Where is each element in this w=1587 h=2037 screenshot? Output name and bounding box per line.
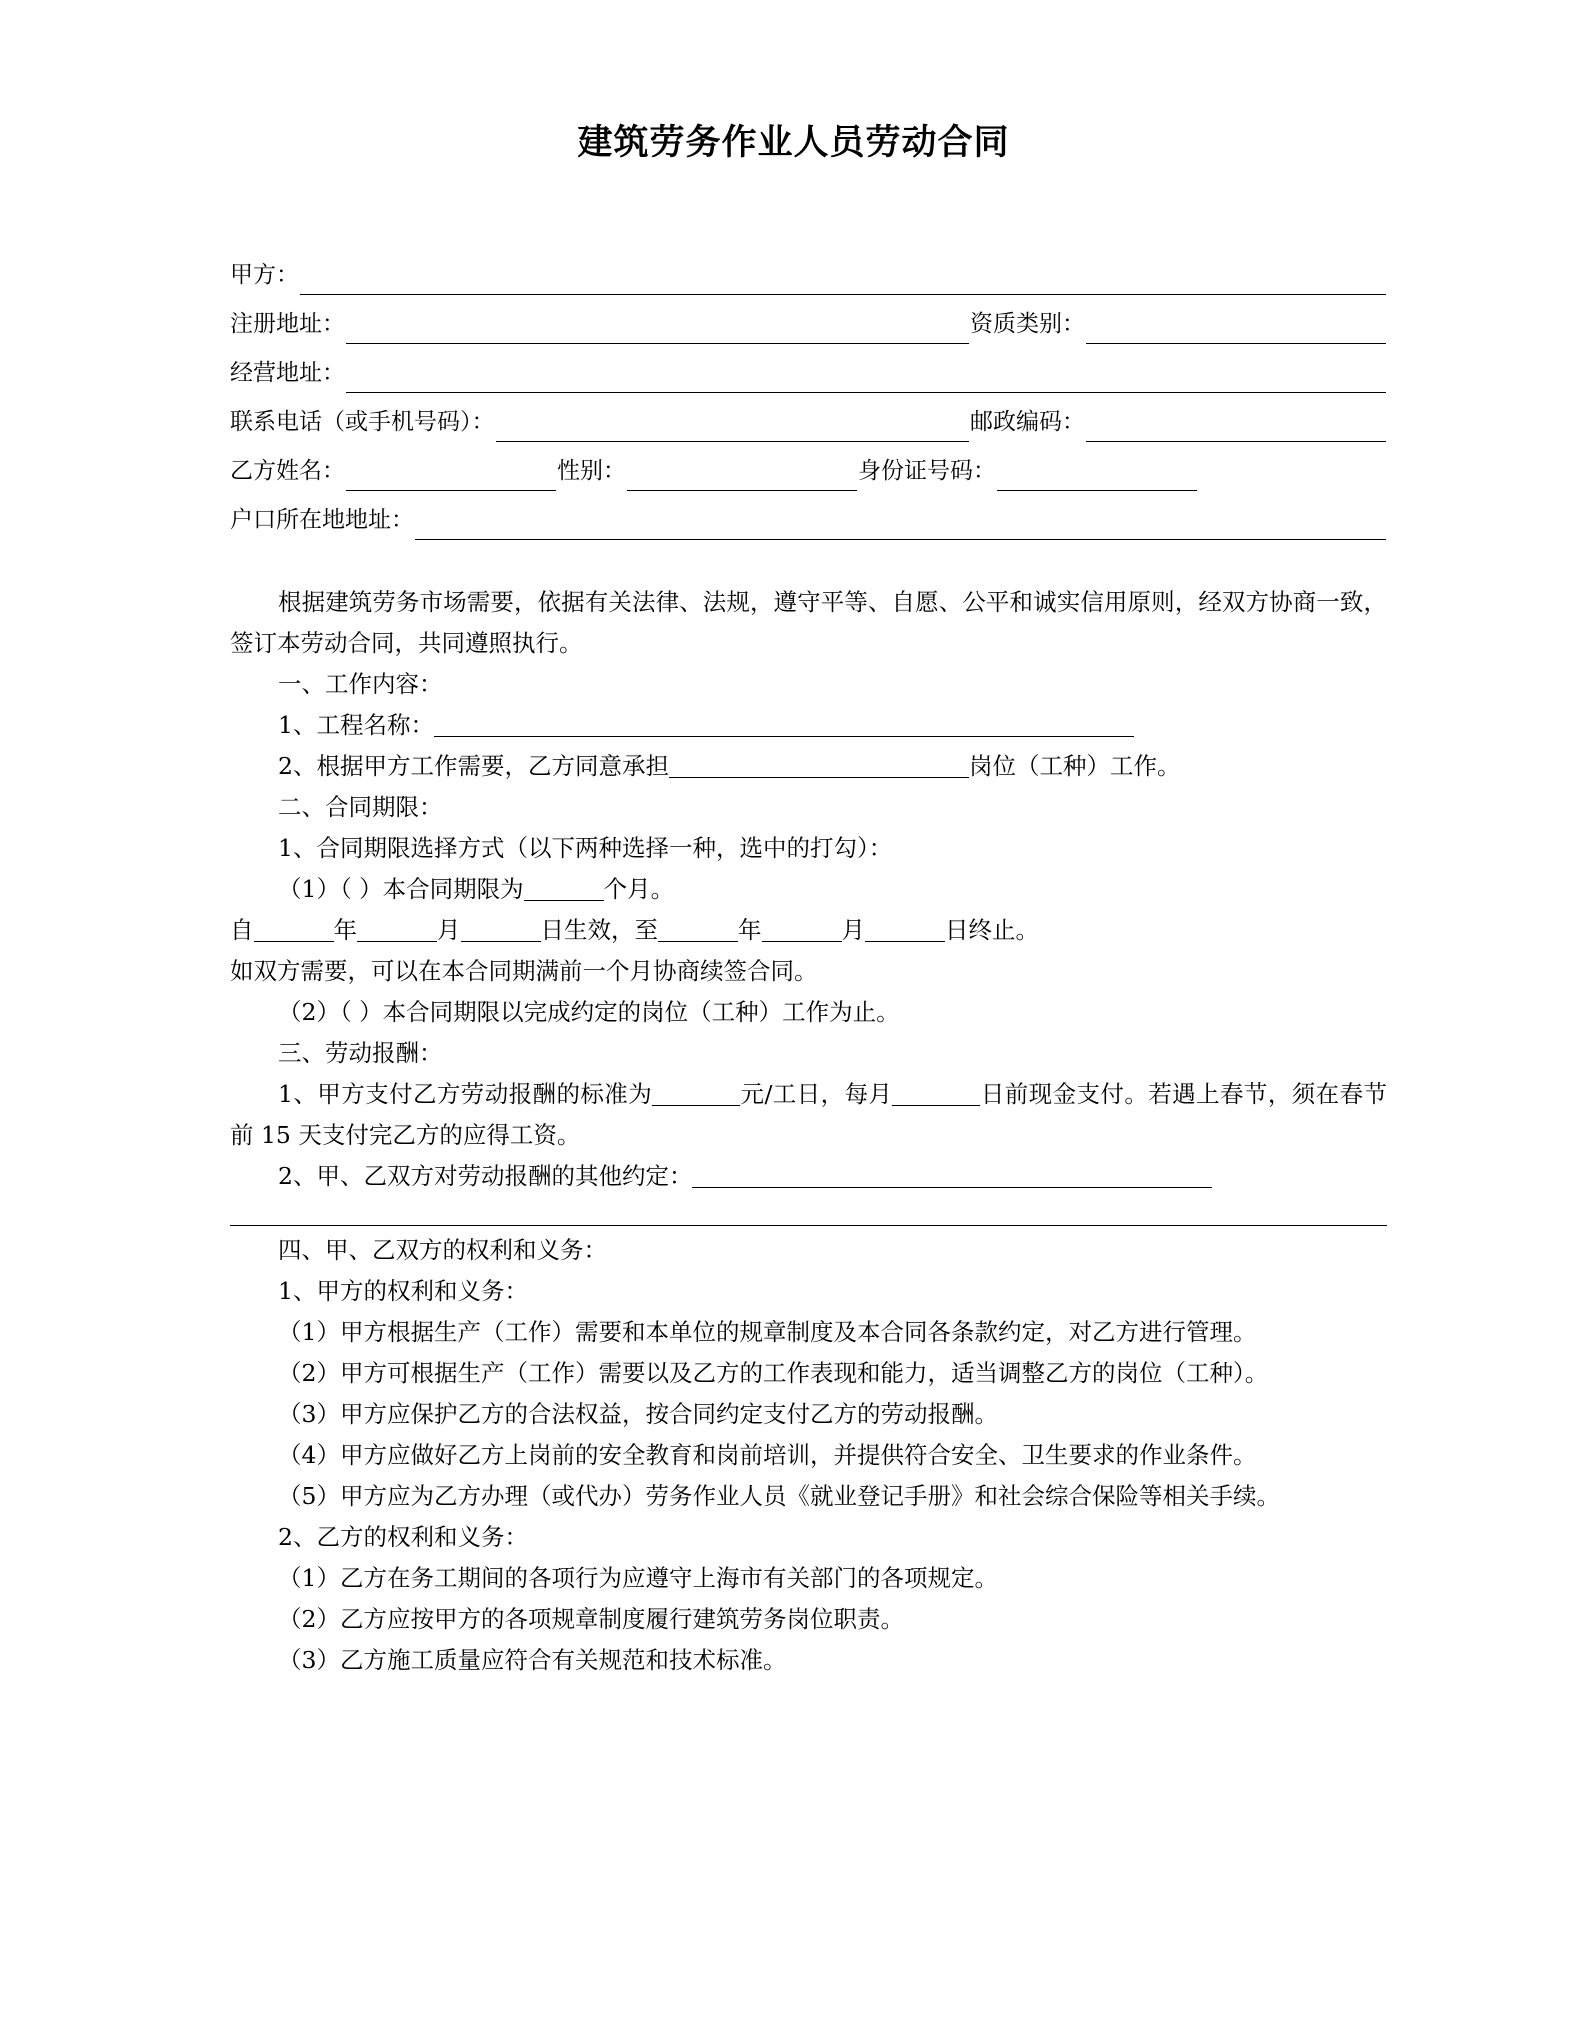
field-row-party-b (230, 451, 1387, 491)
input-pay-day[interactable] (892, 1081, 980, 1106)
input-party-a[interactable] (300, 267, 1386, 295)
input-reg-address[interactable] (346, 316, 969, 344)
field-row-wage (230, 1074, 1387, 1156)
input-phone[interactable] (496, 414, 970, 442)
input-party-b-name[interactable] (346, 463, 556, 491)
label-phone: 联系电话（或手机号码）： (230, 409, 495, 435)
label-id-number: 身份证号码： (858, 458, 996, 484)
label-month-1: 月 (437, 916, 461, 944)
paragraph-a-2: （2）甲方可根据生产（工作）需要以及乙方的工作表现和能力，适当调整乙方的岗位（工种）。 (278, 1359, 1269, 1387)
label-biz-address: 经营地址： (230, 360, 345, 386)
input-wage-rate[interactable] (652, 1081, 740, 1106)
input-start-month[interactable] (357, 917, 437, 942)
field-row-post (230, 746, 1387, 787)
field-row-reg-address (230, 304, 1387, 344)
paragraph-a-5: （5）甲方应为乙方办理（或代办）劳务作业人员《就业登记手册》和社会综合保险等相关手续。 (278, 1482, 1280, 1510)
label-party-b-name: 乙方姓名： (230, 458, 345, 484)
field-row-phone (230, 402, 1387, 442)
label-term-months-pre: （1）（ ）本合同期限为 (278, 875, 524, 903)
label-other-wage-terms: 2、甲、乙双方对劳动报酬的其他约定： (278, 1162, 693, 1190)
paragraph-renewal: 如双方需要，可以在本合同期满前一个月协商续签合同。 (230, 957, 818, 985)
field-row-term-months (230, 869, 1387, 910)
label-month-2: 月 (841, 916, 865, 944)
label-postcode: 邮政编码： (970, 409, 1085, 435)
input-id-number[interactable] (997, 463, 1197, 491)
field-row-term-dates (230, 910, 1387, 951)
input-postcode[interactable] (1086, 414, 1386, 442)
input-term-months[interactable] (524, 876, 604, 901)
input-household-address[interactable] (415, 512, 1386, 540)
input-other-wage-terms-line2[interactable] (230, 1199, 1387, 1226)
field-row-other-wage-terms (230, 1156, 1387, 1197)
party-info-block (230, 255, 1387, 540)
label-year-2: 年 (738, 916, 762, 944)
paragraph-term-option-2: （2）（ ）本合同期限以完成约定的岗位（工种）工作为止。 (278, 998, 900, 1026)
input-start-year[interactable] (254, 917, 334, 942)
input-qualification[interactable] (1086, 316, 1386, 344)
field-row-household-address (230, 500, 1387, 540)
label-wage-pre: 1、甲方支付乙方劳动报酬的标准为 (278, 1080, 653, 1108)
label-household-address: 户口所在地地址： (230, 507, 414, 533)
page-title: 建筑劳务作业人员劳动合同 (577, 123, 1010, 163)
label-post-pre: 2、根据甲方工作需要，乙方同意承担 (278, 752, 669, 780)
heading-section-4: 四、甲、乙双方的权利和义务： (278, 1236, 607, 1264)
paragraph-preamble: 根据建筑劳务市场需要，依据有关法律、法规，遵守平等、自愿、公平和诚实信用原则，经双方协商一致，签订本劳动合同，共同遵照执行。 (230, 588, 1387, 657)
input-other-wage-terms[interactable] (692, 1163, 1212, 1188)
input-gender[interactable] (627, 463, 857, 491)
label-term-months-post: 个月。 (603, 875, 675, 903)
label-effective-to: 日生效，至 (540, 916, 658, 944)
paragraph-b-2: （2）乙方应按甲方的各项规章制度履行建筑劳务岗位职责。 (278, 1605, 904, 1633)
field-row-party-a (230, 255, 1387, 295)
paragraph-a-4: （4）甲方应做好乙方上岗前的安全教育和岗前培训，并提供符合安全、卫生要求的作业条件。 (278, 1441, 1257, 1469)
heading-section-3: 三、劳动报酬： (278, 1039, 443, 1067)
input-end-day[interactable] (865, 917, 945, 942)
document-body (0, 255, 1587, 1681)
input-project-name[interactable] (434, 712, 1134, 737)
heading-section-1: 一、工作内容： (278, 670, 443, 698)
heading-party-b-duties: 2、乙方的权利和义务： (278, 1523, 528, 1551)
input-start-day[interactable] (461, 917, 541, 942)
paragraph-term-choice: 1、合同期限选择方式（以下两种选择一种，选中的打勾）： (278, 834, 893, 862)
label-wage-mid: 元/工日，每月 (740, 1080, 893, 1108)
label-terminate: 日终止。 (945, 916, 1039, 944)
label-party-a: 甲方： (230, 262, 299, 288)
heading-party-a-duties: 1、甲方的权利和义务： (278, 1277, 528, 1305)
field-row-project-name (230, 705, 1387, 746)
heading-section-2: 二、合同期限： (278, 793, 443, 821)
label-project-name: 1、工程名称： (278, 711, 434, 739)
label-qualification: 资质类别： (970, 311, 1085, 337)
paragraph-b-3: （3）乙方施工质量应符合有关规范和技术标准。 (278, 1646, 787, 1674)
label-gender: 性别： (557, 458, 626, 484)
label-post-post: 岗位（工种）工作。 (968, 752, 1181, 780)
input-biz-address[interactable] (346, 365, 1386, 393)
input-post[interactable] (669, 753, 969, 778)
label-date-from: 自 (230, 916, 254, 944)
input-end-year[interactable] (658, 917, 738, 942)
paragraph-b-1: （1）乙方在务工期间的各项行为应遵守上海市有关部门的各项规定。 (278, 1564, 998, 1592)
input-end-month[interactable] (762, 917, 842, 942)
paragraph-a-1: （1）甲方根据生产（工作）需要和本单位的规章制度及本合同各条款约定，对乙方进行管理。 (278, 1318, 1257, 1346)
label-wage-post: 日前现金支付。若遇上春节，须在春节前 15 天支付完乙方的应得工资。 (230, 1080, 1388, 1149)
field-row-biz-address (230, 353, 1387, 393)
paragraph-a-3: （3）甲方应保护乙方的合法权益，按合同约定支付乙方的劳动报酬。 (278, 1400, 998, 1428)
label-year-1: 年 (333, 916, 357, 944)
label-reg-address: 注册地址： (230, 311, 345, 337)
